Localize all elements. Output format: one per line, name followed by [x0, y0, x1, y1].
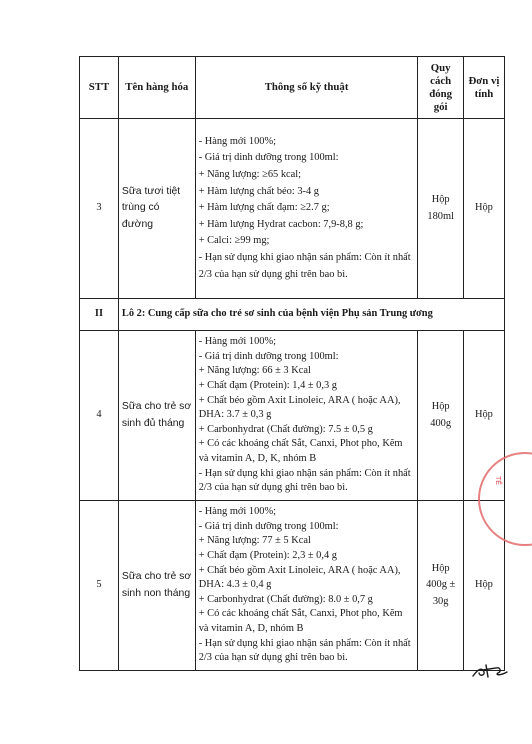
- header-unit: Đơn vị tính: [463, 57, 504, 119]
- spec-line: + Có các khoáng chất Sắt, Canxi, Phot pho, Kẽm và vitamin A, D, nhóm B: [198, 608, 403, 634]
- spec-line: + Chất béo gồm Axit Linoleic, ARA ( hoặc AA), DHA: 4.3 ± 0,4 g: [198, 564, 401, 591]
- row-spec: [195, 119, 418, 299]
- row-spec: [195, 501, 418, 671]
- spec-line: - Hàng mới 100%;: [198, 135, 277, 147]
- spec-line: + Hàm lượng chất đạm: ≥2.7 g;: [198, 202, 330, 214]
- spec-line: - Hàng mới 100%;: [198, 506, 277, 518]
- table-row: [80, 501, 505, 671]
- header-spec: Thông số kỹ thuật: [195, 57, 418, 119]
- spec-line: - Hàng mới 100%;: [198, 336, 277, 348]
- lot-row: [80, 299, 505, 331]
- row-pack: Hộp 400g: [418, 331, 463, 501]
- lot-title: Lô 2: Cung cấp sữa cho trẻ sơ sinh của bệnh viện Phụ sản Trung ương: [118, 299, 504, 331]
- seal-stamp-text: TẾ: [493, 476, 501, 485]
- spec-line: + Carbonhydrat (Chất đường): 7.5 ± 0,5 g: [198, 423, 373, 435]
- row-pack: Hộp 400g ± 30g: [418, 501, 463, 671]
- spec-line: + Carbonhydrat (Chất đường): 8.0 ± 0,7 g: [198, 593, 373, 605]
- row-name: Sữa cho trẻ sơ sinh đủ tháng: [118, 331, 195, 501]
- spec-line: + Chất đạm (Protein): 1,4 ± 0,3 g: [198, 380, 337, 392]
- spec-line: + Chất béo gồm Axit Linoleic, ARA ( hoặc AA), DHA: 3.7 ± 0,3 g: [198, 394, 401, 421]
- header-stt: STT: [80, 57, 119, 119]
- spec-line: - Hạn sử dụng khi giao nhận sản phẩm: Còn ít nhất 2/3 của hạn sử dụng ghi trên bao bì.: [198, 637, 411, 664]
- spec-line: + Chất đạm (Protein): 2,3 ± 0,4 g: [198, 550, 337, 562]
- row-name: Sữa cho trẻ sơ sinh non tháng: [118, 501, 195, 671]
- spec-line: - Hạn sử dụng khi giao nhận sản phẩm: Còn ít nhất 2/3 của hạn sử dụng ghi trên bao bì.: [198, 251, 411, 280]
- row-pack: Hộp 180ml: [418, 119, 463, 299]
- row-spec: [195, 331, 418, 501]
- spec-line: + Hàm lượng chất béo: 3-4 g: [198, 185, 319, 197]
- row-stt: 4: [80, 331, 119, 501]
- row-stt: 5: [80, 501, 119, 671]
- spec-line: + Hàm lượng Hydrat cacbon: 7,9-8,8 g;: [198, 218, 364, 230]
- spec-line: - Giá trị dinh dưỡng trong 100ml:: [198, 350, 339, 362]
- spec-table: [79, 56, 505, 671]
- spec-line: - Giá trị dinh dưỡng trong 100ml:: [198, 152, 339, 164]
- header-name: Tên hàng hóa: [118, 57, 195, 119]
- row-unit: Hộp: [463, 501, 504, 671]
- table-row: [80, 331, 505, 501]
- header-row: [80, 57, 505, 119]
- spec-line: + Có các khoáng chất Sắt, Canxi, Phot pho, Kẽm và vitamin A, D, K, nhóm B: [198, 438, 403, 464]
- table-row: [80, 119, 505, 299]
- lot-number: II: [80, 299, 119, 331]
- row-unit: Hộp: [463, 331, 504, 501]
- spec-line: + Năng lượng: 77 ± 5 Kcal: [198, 535, 311, 547]
- initials-signature: [470, 661, 510, 681]
- header-pack: Quy cách đóng gói: [418, 57, 463, 119]
- spec-line: + Năng lượng: 66 ± 3 Kcal: [198, 365, 311, 377]
- row-unit: Hộp: [463, 119, 504, 299]
- spec-line: - Giá trị dinh dưỡng trong 100ml:: [198, 520, 339, 532]
- row-stt: 3: [80, 119, 119, 299]
- spec-line: - Hạn sử dụng khi giao nhận sản phẩm: Còn ít nhất 2/3 của hạn sử dụng ghi trên bao bì.: [198, 467, 411, 494]
- row-name: Sữa tươi tiệt trùng có đường: [118, 119, 195, 299]
- spec-line: + Năng lượng: ≥65 kcal;: [198, 169, 302, 181]
- spec-line: + Calci: ≥99 mg;: [198, 235, 270, 247]
